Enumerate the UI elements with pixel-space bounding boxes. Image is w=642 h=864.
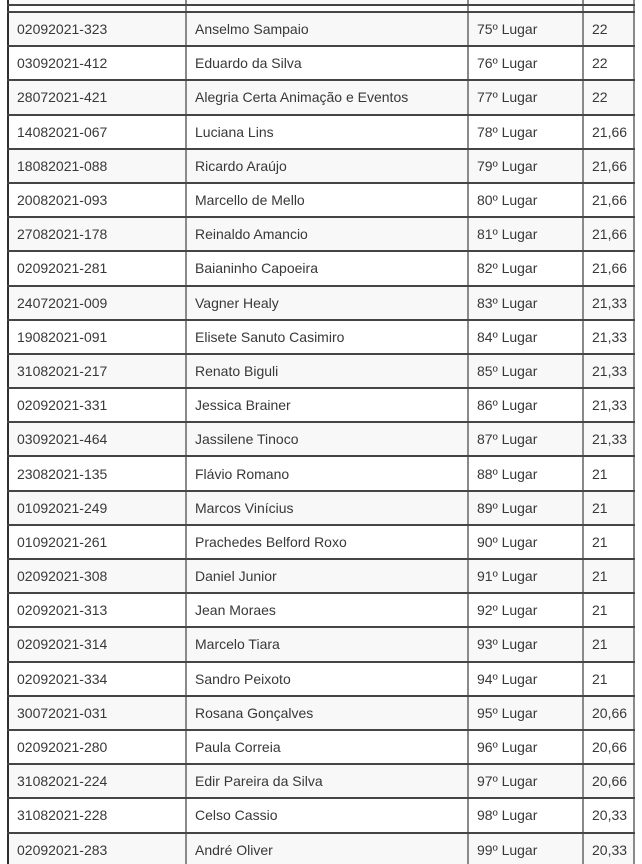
participant-name-cell: Celso Cassio	[186, 798, 468, 832]
participant-name-cell: Prachedes Belford Roxo	[186, 525, 468, 559]
table-row	[8, 764, 634, 798]
participant-name-cell: Jessica Brainer	[186, 388, 468, 422]
score-cell: 20,33	[583, 798, 634, 832]
rank-cell	[468, 5, 583, 12]
registration-id-cell: 01092021-261	[8, 525, 186, 559]
score-cell: 21	[583, 491, 634, 525]
participant-name-cell: Sandro Peixoto	[186, 662, 468, 696]
table-row	[8, 798, 634, 832]
rank-cell: 99º Lugar	[468, 833, 583, 864]
table-row	[8, 286, 634, 320]
table-row	[8, 217, 634, 251]
rank-cell: 76º Lugar	[468, 46, 583, 80]
participant-name-cell: Vagner Healy	[186, 286, 468, 320]
participant-name-cell: Daniel Junior	[186, 559, 468, 593]
registration-id-cell: 03092021-464	[8, 422, 186, 456]
registration-id-cell: 20082021-093	[8, 183, 186, 217]
table-row	[8, 662, 634, 696]
score-cell: 22	[583, 80, 634, 114]
registration-id-cell: 30072021-031	[8, 696, 186, 730]
rank-cell: 78º Lugar	[468, 115, 583, 149]
score-cell: 22	[583, 46, 634, 80]
table-row	[8, 593, 634, 627]
ranking-table-body	[8, 0, 634, 864]
registration-id-cell: 02092021-331	[8, 388, 186, 422]
participant-name-cell: Paula Correia	[186, 730, 468, 764]
rank-cell: 90º Lugar	[468, 525, 583, 559]
score-cell: 21,66	[583, 217, 634, 251]
rank-cell: 81º Lugar	[468, 217, 583, 251]
score-cell: 20,33	[583, 833, 634, 864]
participant-name-cell: Renato Biguli	[186, 354, 468, 388]
rank-cell: 97º Lugar	[468, 764, 583, 798]
score-cell: 21,33	[583, 286, 634, 320]
registration-id-cell: 02092021-323	[8, 12, 186, 46]
participant-name-cell: Jassilene Tinoco	[186, 422, 468, 456]
participant-name-cell: Eduardo da Silva	[186, 46, 468, 80]
registration-id-cell: 02092021-280	[8, 730, 186, 764]
participant-name-cell	[186, 5, 468, 12]
rank-cell: 75º Lugar	[468, 12, 583, 46]
rank-cell: 83º Lugar	[468, 286, 583, 320]
score-cell: 21,33	[583, 354, 634, 388]
participant-name-cell: Luciana Lins	[186, 115, 468, 149]
rank-cell: 92º Lugar	[468, 593, 583, 627]
table-row	[8, 525, 634, 559]
score-cell: 21	[583, 593, 634, 627]
score-cell: 21,66	[583, 149, 634, 183]
table-row	[8, 149, 634, 183]
table-row	[8, 183, 634, 217]
table-row	[8, 388, 634, 422]
score-cell: 21,66	[583, 251, 634, 285]
table-row	[8, 422, 634, 456]
registration-id-cell: 28072021-421	[8, 80, 186, 114]
score-cell: 20,66	[583, 764, 634, 798]
participant-name-cell: Rosana Gonçalves	[186, 696, 468, 730]
registration-id-cell: 23082021-135	[8, 456, 186, 490]
registration-id-cell: 01092021-249	[8, 491, 186, 525]
ranking-table	[7, 0, 635, 864]
participant-name-cell: Elisete Sanuto Casimiro	[186, 320, 468, 354]
score-cell: 21,33	[583, 320, 634, 354]
registration-id-cell: 02092021-314	[8, 627, 186, 661]
clipped-previous-row-gap	[8, 5, 634, 12]
rank-cell: 93º Lugar	[468, 627, 583, 661]
table-row	[8, 251, 634, 285]
rank-cell: 94º Lugar	[468, 662, 583, 696]
participant-name-cell: Anselmo Sampaio	[186, 12, 468, 46]
registration-id-cell: 02092021-308	[8, 559, 186, 593]
rank-cell: 87º Lugar	[468, 422, 583, 456]
registration-id-cell: 02092021-313	[8, 593, 186, 627]
table-row	[8, 12, 634, 46]
participant-name-cell: Marcelo Tiara	[186, 627, 468, 661]
score-cell: 20,66	[583, 696, 634, 730]
score-cell: 21	[583, 662, 634, 696]
registration-id-cell: 18082021-088	[8, 149, 186, 183]
table-row	[8, 696, 634, 730]
registration-id-cell: 31082021-228	[8, 798, 186, 832]
table-row	[8, 559, 634, 593]
registration-id-cell: 31082021-224	[8, 764, 186, 798]
table-row	[8, 456, 634, 490]
score-cell: 21,33	[583, 422, 634, 456]
participant-name-cell: Baianinho Capoeira	[186, 251, 468, 285]
table-row	[8, 491, 634, 525]
score-cell: 21,33	[583, 388, 634, 422]
registration-id-cell	[8, 5, 186, 12]
participant-name-cell: André Oliver	[186, 833, 468, 864]
rank-cell: 77º Lugar	[468, 80, 583, 114]
rank-cell: 95º Lugar	[468, 696, 583, 730]
rank-cell: 98º Lugar	[468, 798, 583, 832]
participant-name-cell: Flávio Romano	[186, 456, 468, 490]
score-cell: 21,66	[583, 183, 634, 217]
score-cell: 20,66	[583, 730, 634, 764]
participant-name-cell: Ricardo Araújo	[186, 149, 468, 183]
rank-cell: 91º Lugar	[468, 559, 583, 593]
rank-cell: 80º Lugar	[468, 183, 583, 217]
registration-id-cell: 02092021-283	[8, 833, 186, 864]
table-row	[8, 46, 634, 80]
table-row	[8, 115, 634, 149]
participant-name-cell: Jean Moraes	[186, 593, 468, 627]
score-cell	[583, 5, 634, 12]
registration-id-cell: 02092021-334	[8, 662, 186, 696]
table-row	[8, 730, 634, 764]
registration-id-cell: 24072021-009	[8, 286, 186, 320]
participant-name-cell: Marcos Vinícius	[186, 491, 468, 525]
table-row	[8, 354, 634, 388]
score-cell: 21,66	[583, 115, 634, 149]
score-cell: 22	[583, 12, 634, 46]
registration-id-cell: 27082021-178	[8, 217, 186, 251]
rank-cell: 88º Lugar	[468, 456, 583, 490]
rank-cell: 82º Lugar	[468, 251, 583, 285]
table-row	[8, 833, 634, 864]
registration-id-cell: 02092021-281	[8, 251, 186, 285]
table-row	[8, 320, 634, 354]
participant-name-cell: Edir Pareira da Silva	[186, 764, 468, 798]
score-cell: 21	[583, 627, 634, 661]
rank-cell: 86º Lugar	[468, 388, 583, 422]
registration-id-cell: 19082021-091	[8, 320, 186, 354]
rank-cell: 85º Lugar	[468, 354, 583, 388]
score-cell: 21	[583, 559, 634, 593]
participant-name-cell: Marcello de Mello	[186, 183, 468, 217]
participant-name-cell: Reinaldo Amancio	[186, 217, 468, 251]
registration-id-cell: 03092021-412	[8, 46, 186, 80]
registration-id-cell: 14082021-067	[8, 115, 186, 149]
table-row	[8, 627, 634, 661]
score-cell: 21	[583, 525, 634, 559]
rank-cell: 84º Lugar	[468, 320, 583, 354]
rank-cell: 89º Lugar	[468, 491, 583, 525]
registration-id-cell: 31082021-217	[8, 354, 186, 388]
table-row	[8, 80, 634, 114]
score-cell: 21	[583, 456, 634, 490]
participant-name-cell: Alegria Certa Animação e Eventos	[186, 80, 468, 114]
rank-cell: 96º Lugar	[468, 730, 583, 764]
rank-cell: 79º Lugar	[468, 149, 583, 183]
